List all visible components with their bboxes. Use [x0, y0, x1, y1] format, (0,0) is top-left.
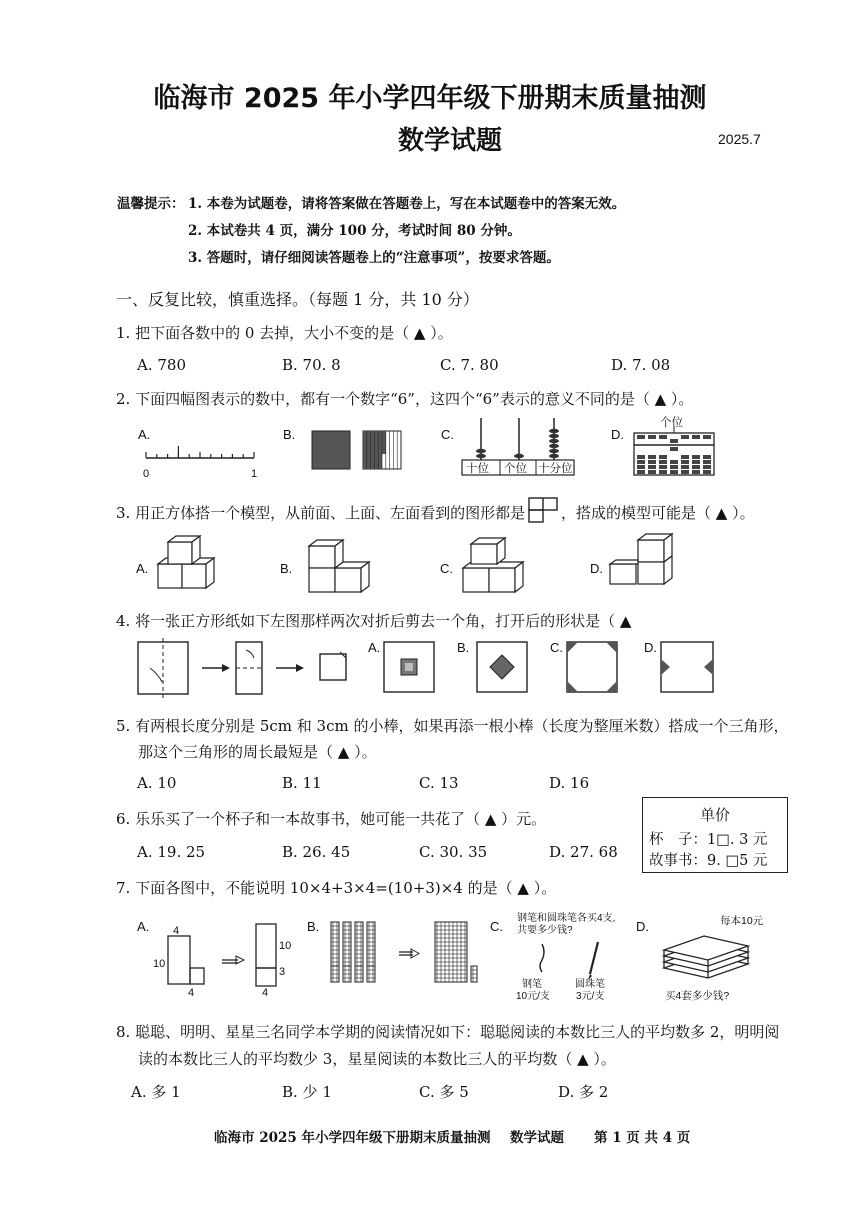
- q4-option-c-shape: [566, 641, 618, 693]
- notice-item-1: 1. 本卷为试题卷，请将答案做在答题卷上，写在本试题卷中的答案无效。: [188, 196, 626, 212]
- q6-price-cup: 杯 子：1□. 3 元: [649, 832, 768, 848]
- q2-numberline-zero: 0: [143, 468, 150, 480]
- q6-option-b: B. 26. 45: [282, 843, 351, 861]
- q7-label-d: D.: [636, 919, 649, 934]
- q4-text: 4. 将一张正方形纸如下左图那样两次对折后剪去一个角，打开后的形状是（ ▲: [116, 612, 632, 630]
- q1-option-b: B. 70. 8: [282, 356, 341, 374]
- q4-label-d: D.: [644, 640, 657, 655]
- q7-label-a: A.: [137, 919, 150, 934]
- q2-number-line: [140, 446, 270, 466]
- q3-cube-model-d: [608, 532, 678, 592]
- q1-text: 1. 把下面各数中的 0 去掉，大小不变的是（ ▲ ）。: [116, 324, 453, 342]
- q7-a-num-right-bottom: 3: [279, 966, 286, 978]
- q4-option-a-shape: [383, 641, 435, 693]
- q1-option-a: A. 780: [137, 356, 186, 374]
- notice-item-3: 3. 答题时，请仔细阅读答题卷上的“注意事项”，按要求答题。: [188, 250, 560, 266]
- q4-label-a: A.: [368, 640, 381, 655]
- q4-option-b-shape: [476, 641, 528, 693]
- q1-option-c: C. 7. 80: [440, 356, 499, 374]
- q5-option-d: D. 16: [549, 774, 590, 792]
- q3-text-after: ，搭成的模型可能是（ ▲ ）。: [561, 504, 755, 522]
- q2-label-c: C.: [441, 427, 454, 442]
- q6-option-c: C. 30. 35: [419, 843, 488, 861]
- q7-c-price1: 10元/支: [516, 991, 550, 1002]
- q7-a-num-top: 4: [173, 925, 180, 937]
- q2-label-b: B.: [283, 427, 296, 442]
- q7-c-question: 钢笔和圆珠笔各买4支, 共要多少钱?: [517, 913, 616, 936]
- q7-text: 7. 下面各图中，不能说明 10×4+3×4=(10+3)×4 的是（ ▲ ）。: [116, 879, 557, 897]
- q8-option-b: B. 少 1: [282, 1083, 332, 1101]
- q3-cube-model-c: [461, 536, 533, 594]
- q7-block-diagram-b: [329, 918, 489, 990]
- q8-option-d: D. 多 2: [558, 1083, 609, 1101]
- q6-text: 6. 乐乐买了一个杯子和一本故事书，她可能一共花了（ ▲ ）元。: [116, 810, 547, 828]
- q7-d-question: 买4套多少钱?: [665, 990, 730, 1002]
- q6-option-d: D. 27. 68: [549, 843, 618, 861]
- q3-label-c: C.: [440, 561, 453, 576]
- q7-a-num-bottom: 4: [188, 987, 195, 999]
- q8-line2: 读的本数比三人的平均数少 3，星星阅读的本数比三人的平均数（ ▲ ）。: [138, 1050, 616, 1068]
- footer-subject: 数学试题: [510, 1130, 564, 1146]
- q7-book-stack: [662, 924, 752, 982]
- q4-folding-steps: [136, 638, 358, 698]
- q7-a-num-right-width: 4: [262, 987, 269, 999]
- q2-text: 2. 下面四幅图表示的数中，都有一个数字“6”，这四个“6”表示的意义不同的是（ ▲ ）。: [116, 390, 694, 408]
- q6-price-book: 故事书：9. □5 元: [649, 853, 768, 869]
- q7-label-c: C.: [490, 919, 503, 934]
- exam-date: 2025.7: [718, 131, 761, 147]
- q6-option-a: A. 19. 25: [137, 843, 206, 861]
- q4-label-b: B.: [457, 640, 470, 655]
- exam-title: 临海市 2025 年小学四年级下册期末质量抽测: [153, 83, 707, 114]
- q2-abacus-tens: 十位: [466, 463, 489, 475]
- q7-label-b: B.: [307, 919, 320, 934]
- q5-option-b: B. 11: [282, 774, 322, 792]
- notice-item-2: 2. 本试卷共 4 页，满分 100 分，考试时间 80 分钟。: [188, 223, 521, 239]
- q2-abacus-ones: 个位: [504, 463, 527, 475]
- q5-option-a: A. 10: [137, 774, 177, 792]
- q3-label-d: D.: [590, 561, 603, 576]
- q8-option-a: A. 多 1: [131, 1083, 181, 1101]
- q2-grid-squares: [312, 431, 412, 471]
- q3-cube-model-a: [150, 536, 220, 592]
- q7-c-pen1: 钢笔: [522, 979, 542, 990]
- q7-d-price: 每本10元: [720, 915, 764, 927]
- q7-c-price2: 3元/支: [576, 991, 605, 1002]
- q3-label-a: A.: [136, 561, 149, 576]
- q2-abacus-d: [633, 427, 715, 477]
- q7-area-diagram-a: [160, 932, 290, 992]
- q6-price-title: 单价: [699, 806, 730, 824]
- q4-option-d-shape: [660, 641, 716, 693]
- q2-abacus-d-label: 个位: [660, 417, 683, 429]
- q1-option-d: D. 7. 08: [611, 356, 671, 374]
- q5-line2: 那这个三角形的周长最短是（ ▲ ）。: [138, 743, 377, 761]
- q3-view-shape-icon: [528, 497, 560, 523]
- q3-cube-model-b: [305, 538, 375, 594]
- q6-price-box: [642, 797, 788, 873]
- footer-exam-name: 临海市 2025 年小学四年级下册期末质量抽测: [214, 1130, 491, 1146]
- q8-line1: 8. 聪聪、明明、星星三名同学本学期的阅读情况如下：聪聪阅读的本数比三人的平均数多 2，明明阅: [116, 1023, 780, 1041]
- q7-c-pen2: 圆珠笔: [575, 979, 605, 990]
- subject-title: 数学试题: [398, 126, 503, 156]
- q2-label-a: A.: [138, 427, 151, 442]
- section-1-title: 一、反复比较，慎重选择。（每题 1 分，共 10 分）: [116, 290, 479, 309]
- q7-a-num-left: 10: [153, 958, 166, 970]
- q3-label-b: B.: [280, 561, 293, 576]
- q4-label-c: C.: [550, 640, 563, 655]
- q7-a-num-right-top: 10: [279, 940, 292, 952]
- q2-label-d: D.: [611, 427, 624, 442]
- q2-abacus-tenths: 十分位: [538, 463, 573, 475]
- q5-option-c: C. 13: [419, 774, 459, 792]
- notice-label: 温馨提示：: [117, 196, 185, 212]
- q8-option-c: C. 多 5: [419, 1083, 469, 1101]
- footer-page-number: 第 1 页 共 4 页: [594, 1130, 691, 1146]
- q2-numberline-one: 1: [251, 468, 258, 480]
- q3-text-before: 3. 用正方体搭一个模型，从前面、上面、左面看到的图形都是: [116, 504, 526, 522]
- q5-line1: 5. 有两根长度分别是 5cm 和 3cm 的小棒，如果再添一根小棒（长度为整厘米数）搭成一个三角形，: [116, 717, 789, 735]
